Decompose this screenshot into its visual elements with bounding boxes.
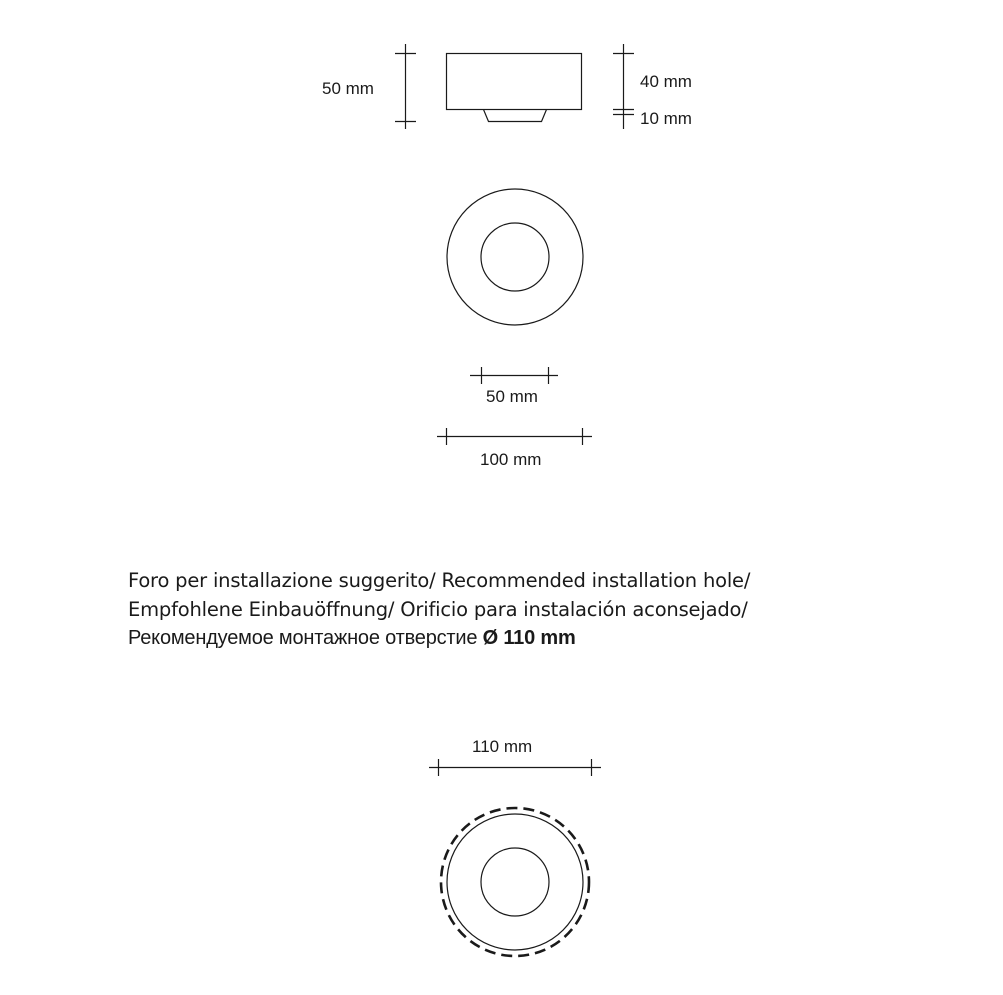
installation-hole-dashed-circle [441, 808, 589, 956]
fixture-base-side [484, 110, 547, 122]
install-view [429, 759, 601, 956]
dimension-body-base-height [613, 44, 634, 129]
dimension-hole-diameter [429, 759, 601, 776]
fixture-outer-circle-installed [447, 814, 583, 950]
label-hole-diameter: 110 mm [472, 737, 533, 756]
fixture-inner-circle-installed [481, 848, 549, 916]
side-view [395, 44, 634, 129]
caption-hole-size: Ø 110 mm [482, 627, 576, 649]
fixture-outer-circle [447, 189, 583, 325]
label-body-height: 40 mm [640, 72, 692, 91]
dimension-total-height [395, 44, 416, 129]
caption-line-3 [128, 624, 750, 653]
label-outer-diameter: 100 mm [480, 450, 542, 469]
dimension-inner-diameter [470, 367, 558, 384]
dimension-outer-diameter [437, 428, 592, 445]
fixture-body-side [447, 54, 582, 110]
fixture-inner-circle [481, 223, 549, 291]
label-total-height: 50 mm [322, 79, 374, 98]
caption-russian-text: Рекомендуемое монтажное отверстие [128, 627, 478, 649]
installation-caption [128, 566, 750, 653]
caption-line-2: Empfohlene Einbauöffnung/ Orificio para instalación aconsejado/ [128, 598, 748, 621]
label-inner-diameter: 50 mm [486, 387, 538, 406]
label-base-height: 10 mm [640, 109, 692, 128]
caption-line-1: Foro per installazione suggerito/ Recommended installation hole/ [128, 569, 751, 592]
